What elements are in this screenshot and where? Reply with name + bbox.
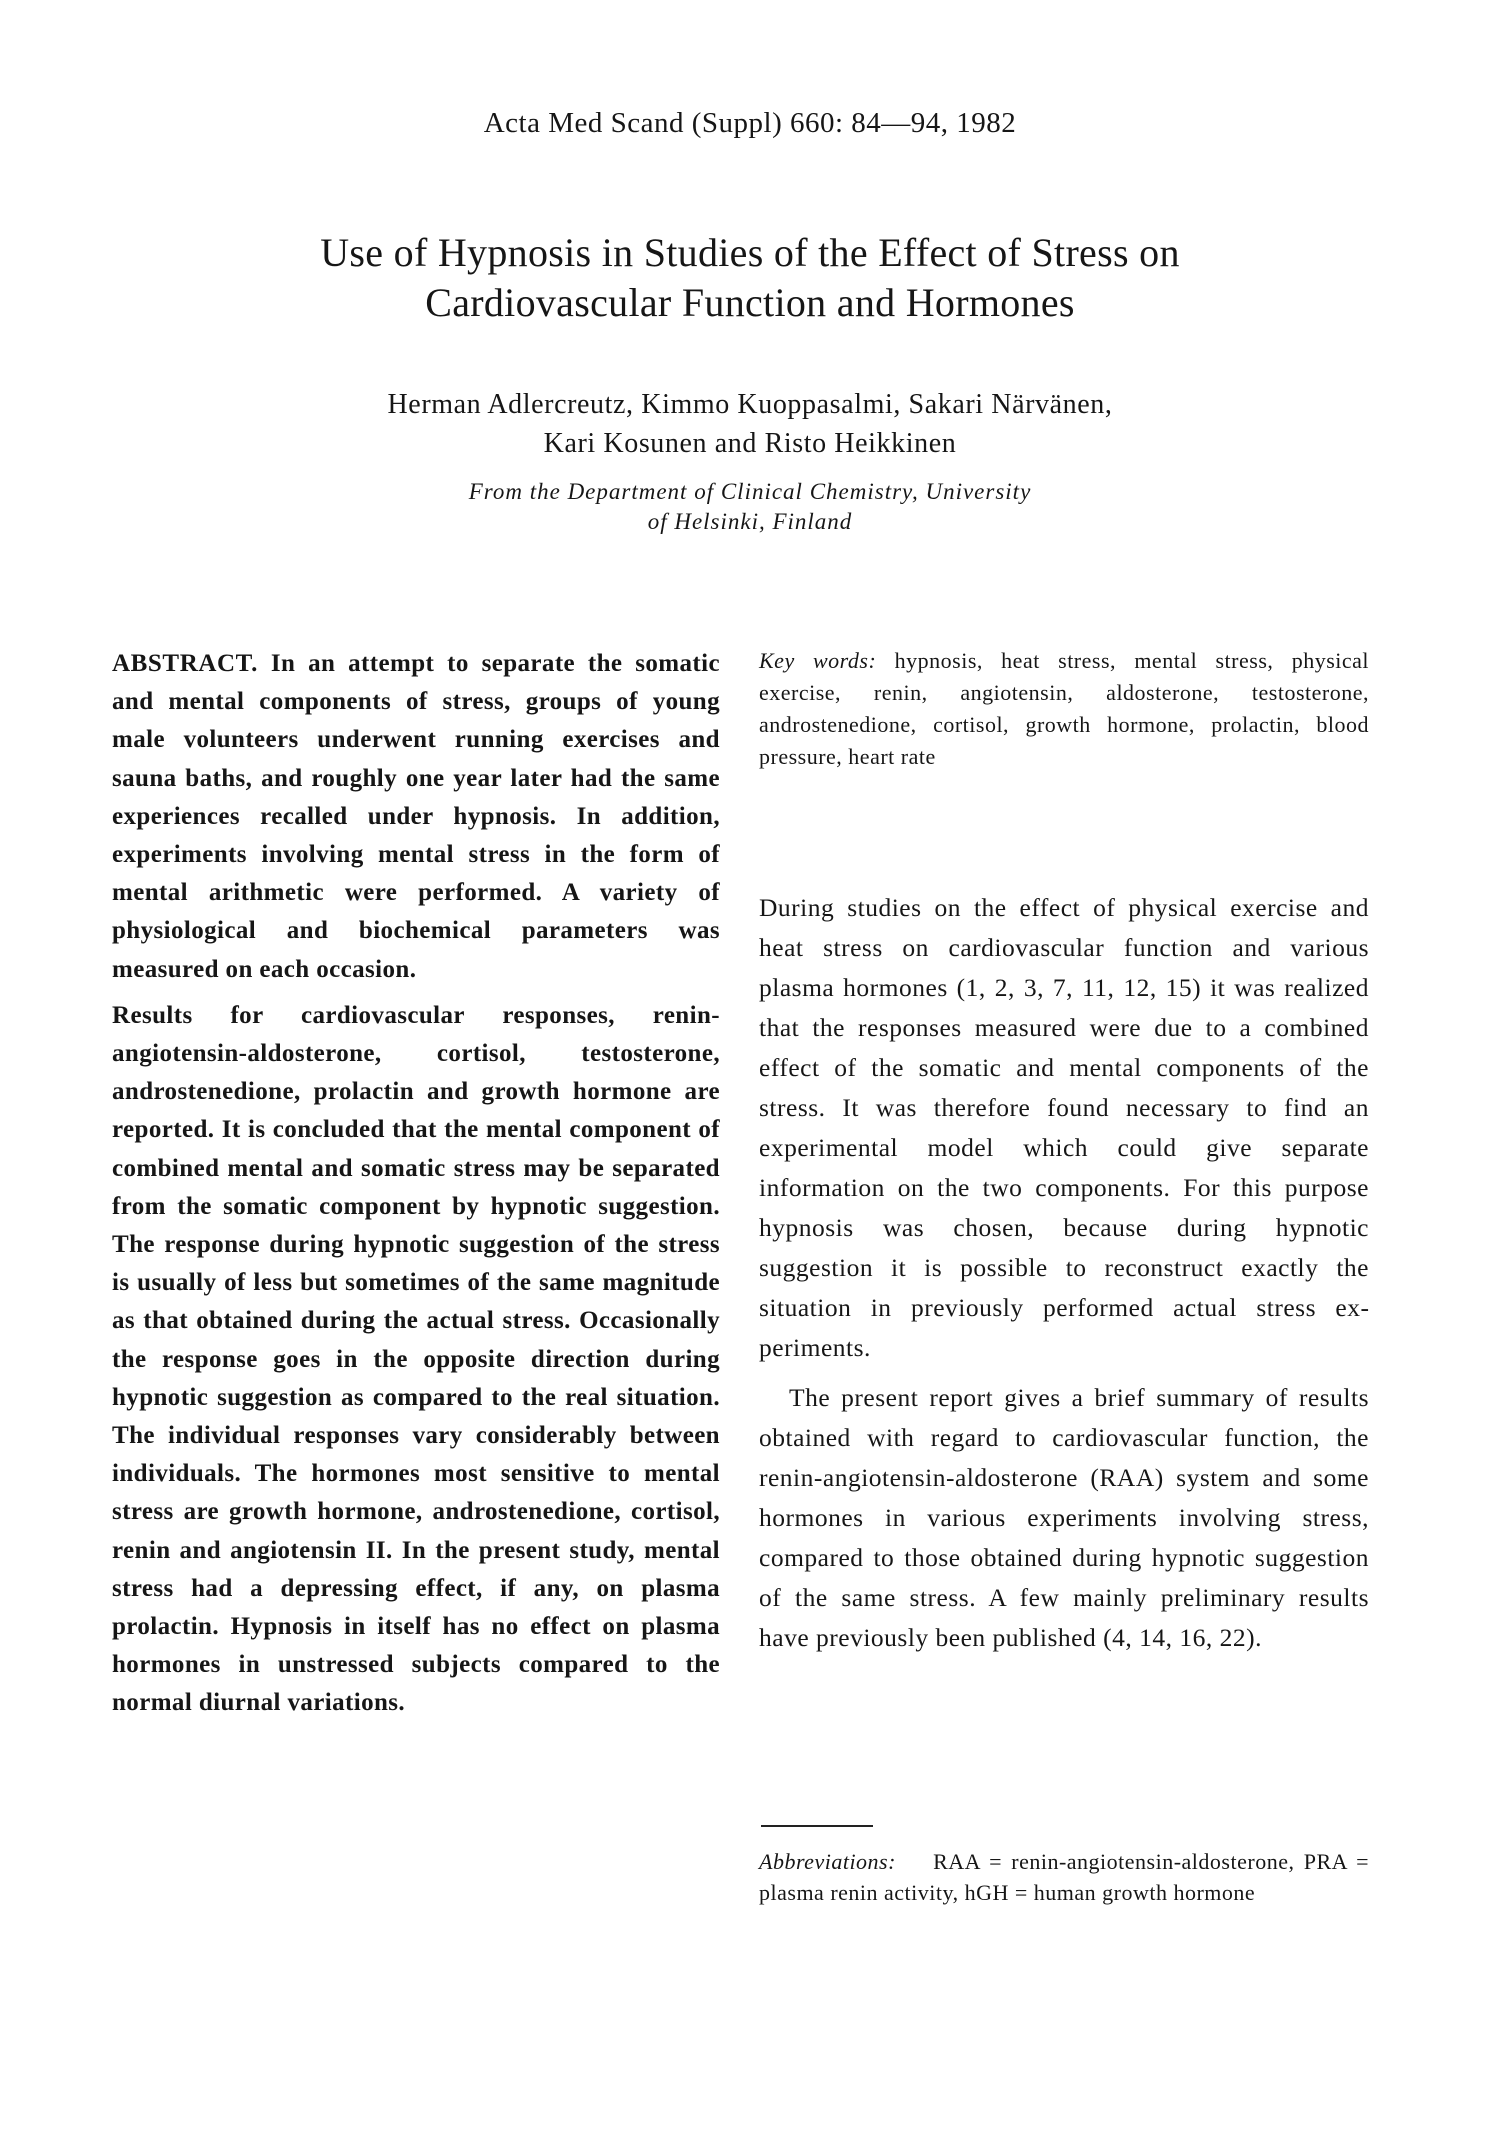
abstract-paragraph-1: [112, 645, 720, 989]
abstract-label: ABSTRACT.: [112, 650, 258, 677]
keywords-label: Key words:: [759, 648, 877, 673]
keywords-text: hypnosis, heat stress, mental stress, physical exercise, renin, angiotensin, aldosterone, testosterone, androstenedione, cortisol, growth hormone, prolactin, blood pressure, heart rate: [759, 648, 1370, 769]
abbreviations-label: Abbreviations:: [759, 1849, 896, 1874]
paper-title: [150, 228, 1350, 328]
abbreviations-footnote: [759, 1846, 1369, 1908]
affiliation: [150, 477, 1350, 537]
abstract-section: [112, 645, 720, 1723]
abstract-paragraph-1-text: In an attempt to separate the somatic and mental components of stress, groups of young male volunteers underwent running exercises and sauna baths, and roughly one year later had the same experiences recalled under hypnosis. In addition, experiments involving mental stress in the form of mental arithmetic were performed. A variety of physiological and biochemical parameters was measured on each occasion.: [112, 650, 720, 983]
body-paragraph-2: The present report gives a brief summary of results obtained with regard to cardiovascular function, the renin-angiotensin-aldosterone (RAA) system and some hormones in various experiments involving stress, compared to those obtained during hypnotic suggestion of the same stress. A few mainly preliminary results have previously been published (4, 14, 16, 22).: [759, 1383, 1369, 1652]
paper-title-line-1: Use of Hypnosis in Studies of the Effect of Stress on: [320, 230, 1180, 275]
footnote-divider: [761, 1825, 873, 1827]
paper-title-line-2: Cardiovascular Function and Hormones: [425, 280, 1075, 325]
author-line-2: Kari Kosunen and Risto Heikkinen: [543, 428, 957, 459]
author-line-1: Herman Adlercreutz, Kimmo Kuoppasalmi, Sakari Närvänen,: [387, 389, 1113, 420]
abbreviations-text: RAA = renin-angiotensin-aldosterone, PRA = plasma renin activity, hGH = human growth hormone: [759, 1849, 1370, 1905]
abstract-paragraph-2: Results for cardiovascular responses, renin-angiotensin-aldosterone, cortisol, testosterone, androstenedione, prolactin and growth hormone are reported. It is concluded that the mental component of combined mental and somatic stress may be separated from the somatic component by hypnotic suggestion. The response during hypnotic suggestion of the stress is usually of less but sometimes of the same magnitude as that obtained during the actual stress. Occasionally the response goes in the opposite direction during hypnotic suggestion as compared to the real situation. The individual responses vary considerably between individuals. The hormones most sensitive to mental stress are growth hormone, androstenedione, cortisol, renin and angiotensin II. In the present study, mental stress had a depressing effect, if any, on plasma prolactin. Hypnosis in itself has no effect on plasma hormones in unstressed subjects compared to the normal diurnal variations.: [112, 1001, 720, 1717]
body-paragraph-1: During studies on the effect of physical exercise and heat stress on cardiovascular function and various plasma hormones (1, 2, 3, 7, 11, 12, 15) it was realized that the responses measured were due to a combined effect of the somatic and mental components of the stress. It was therefore found necessary to find an experimental model which could give separate information on the two components. For this purpose hypnosis was chosen, because during hypnotic suggestion it is possible to reconstruct exactly the situation in previously performed actual stress experiments.: [759, 893, 1369, 1362]
keywords-section: [759, 645, 1369, 773]
keywords-paragraph: [759, 645, 1369, 773]
affiliation-line-1: From the Department of Clinical Chemistry, University: [468, 479, 1032, 504]
affiliation-line-2: of Helsinki, Finland: [647, 509, 853, 534]
author-list: [150, 385, 1350, 463]
introduction-section: [759, 888, 1369, 1658]
journal-citation: Acta Med Scand (Suppl) 660: 84—94, 1982: [483, 107, 1017, 139]
